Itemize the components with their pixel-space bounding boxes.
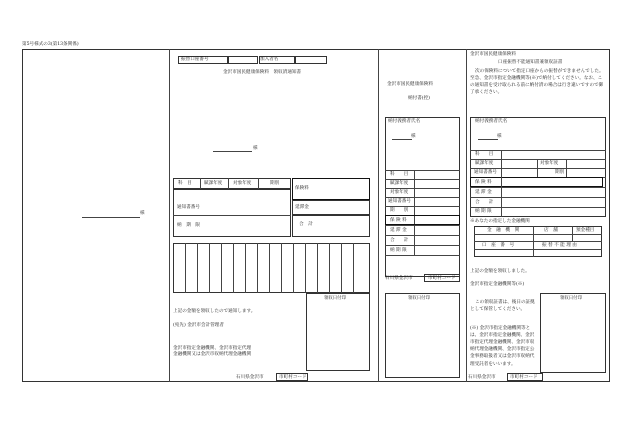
receipt-org: 金沢市指定金融機関等(※): [470, 282, 525, 287]
stub-row-5: 保 険 料: [390, 218, 407, 223]
notice-col-kibetsu: 期別: [555, 170, 565, 175]
hdr-kamoku: 科 目: [178, 181, 192, 186]
divider-3: [466, 49, 467, 382]
payer-sama: 様: [253, 146, 258, 151]
furikae-value-box: [228, 56, 258, 64]
section3-title2: 口座振替不能通知書兼領収証書: [498, 60, 563, 65]
seal-box-2: [385, 293, 460, 378]
tsuchisho-label: 通知書番号: [177, 205, 200, 210]
section2-subtitle: 納付書(控): [408, 96, 430, 101]
lower-text2: (※) 金沢市指定金融機関等とは、金沢市指定金融機関、金沢市指定代理金融機関、金沢市収納代理金融機関、金沢市指定公金事務取扱者又は金沢市収納代理受託者をいいます。: [470, 326, 535, 367]
stub-row-0: 科 目: [390, 172, 409, 177]
bank-col-1: 店 舗: [544, 228, 558, 233]
kanyu-value-box: [295, 56, 327, 64]
stub-row-8: 納 期 限: [390, 248, 407, 253]
seal-label-1: 領収日付印: [324, 296, 346, 301]
footer-pref-1: 石川県金沢市: [236, 375, 264, 380]
seal-label-3: 領収日付印: [560, 296, 582, 301]
hdr-taisho: 対象年度: [233, 181, 252, 186]
section3-title1: 金沢市国民健康保険料: [470, 52, 516, 57]
stub-payer-line: [392, 139, 412, 140]
stub-row-3: 通知書番号: [388, 199, 411, 204]
notice-row-entai: 延 滞 金: [475, 190, 492, 195]
notice-row-hoken: 保 険 料: [475, 180, 492, 185]
bank-col2-1: 振 替 不 能 理 由: [542, 243, 577, 248]
footer-code-2: 市町村コード: [428, 276, 456, 281]
seal-label-2: 領収日付印: [408, 296, 430, 301]
footer-pref-2: 石川県金沢市: [385, 276, 413, 281]
hokenryo-label: 保険料: [295, 186, 309, 191]
stub-row-1: 賦課年度: [390, 181, 409, 186]
note2: (宛先) 金沢市会計管理者: [173, 323, 224, 328]
form-id: 第5号様式の3(第13条関係): [22, 42, 79, 47]
addressee-suffix: 様: [140, 211, 145, 216]
stub-row-7: 合 計: [390, 238, 409, 243]
left-fields: [173, 189, 291, 237]
bank-col2-0: 口 座 番 号: [482, 243, 515, 248]
addressee-line: [82, 217, 140, 218]
stub-row-4: 期 別: [390, 208, 409, 213]
noki-label: 納 期 限: [177, 223, 200, 228]
divider-1: [169, 49, 170, 382]
section2-title: 金沢市国民健康保険料: [387, 82, 433, 87]
footer-code-3: 市町村コード: [510, 375, 538, 380]
notice-payer-label: 納付義務者氏名: [475, 119, 508, 124]
notice-payer-line: [478, 139, 498, 140]
divider-2: [378, 49, 379, 382]
note1: 上記の金額を領収したので通知します。: [173, 309, 256, 314]
hdr-kibetsu: 期別: [270, 181, 280, 186]
notice-col-taisho: 対象年度: [540, 161, 559, 166]
hdr-fuka: 賦課年度: [204, 181, 223, 186]
receipt-text: 上記の金額を領収しました。: [470, 269, 530, 274]
seal-box-1: [306, 293, 370, 371]
lower-text1: この領収証書は、後日の証拠として保管してください。: [470, 300, 535, 313]
kanyu-box: [259, 56, 295, 64]
note4: 金融機関又は金沢市収納代理金融機関: [173, 352, 252, 357]
entaikin-label: 延滞金: [295, 205, 309, 210]
payer-line: [213, 151, 252, 152]
gokei-label: 合 計: [299, 222, 313, 227]
furikae-label: 振替口座番号: [181, 57, 209, 62]
notice-row-fuka: 賦課年度: [475, 161, 494, 166]
notice-row-tsuchi: 通知書番号: [474, 170, 497, 175]
stub-row-6: 延 滞 金: [390, 228, 407, 233]
seal-box-3: [540, 293, 606, 373]
notice-sama: 様: [497, 134, 502, 139]
stub-payer-label: 納付義務者氏名: [388, 119, 421, 124]
section1-title: 金沢市国民健康保険料 領収済通知書: [223, 70, 302, 75]
section3-body: 次の保険料について指定口座からの振替ができませんでした。至急、金沢市指定金融機関等(※)で納付してください。なお、この通知書を受け取られる前に納付済の場合は行き違いですので御了承ください。: [470, 69, 604, 96]
stub-sama: 様: [411, 134, 416, 139]
stub-row-2: 対象年度: [390, 190, 409, 195]
bank-col-2: 預金種目: [576, 228, 595, 233]
notice-row-gokei: 合 計: [475, 200, 494, 205]
note3: 金沢市指定金融機関、金沢市指定代理: [173, 346, 252, 351]
bank-note: ※あなたの指定した金融機関: [470, 219, 530, 224]
notice-row-noki: 納 期 限: [475, 209, 492, 214]
footer-pref-3: 石川県金沢市: [468, 375, 496, 380]
footer-code-1: 市町村コード: [279, 375, 307, 380]
bank-col-0: 金 融 機 関: [487, 228, 520, 233]
notice-row-kamoku: 科 目: [475, 152, 494, 157]
kanyu-label: 加入者名: [260, 57, 279, 62]
